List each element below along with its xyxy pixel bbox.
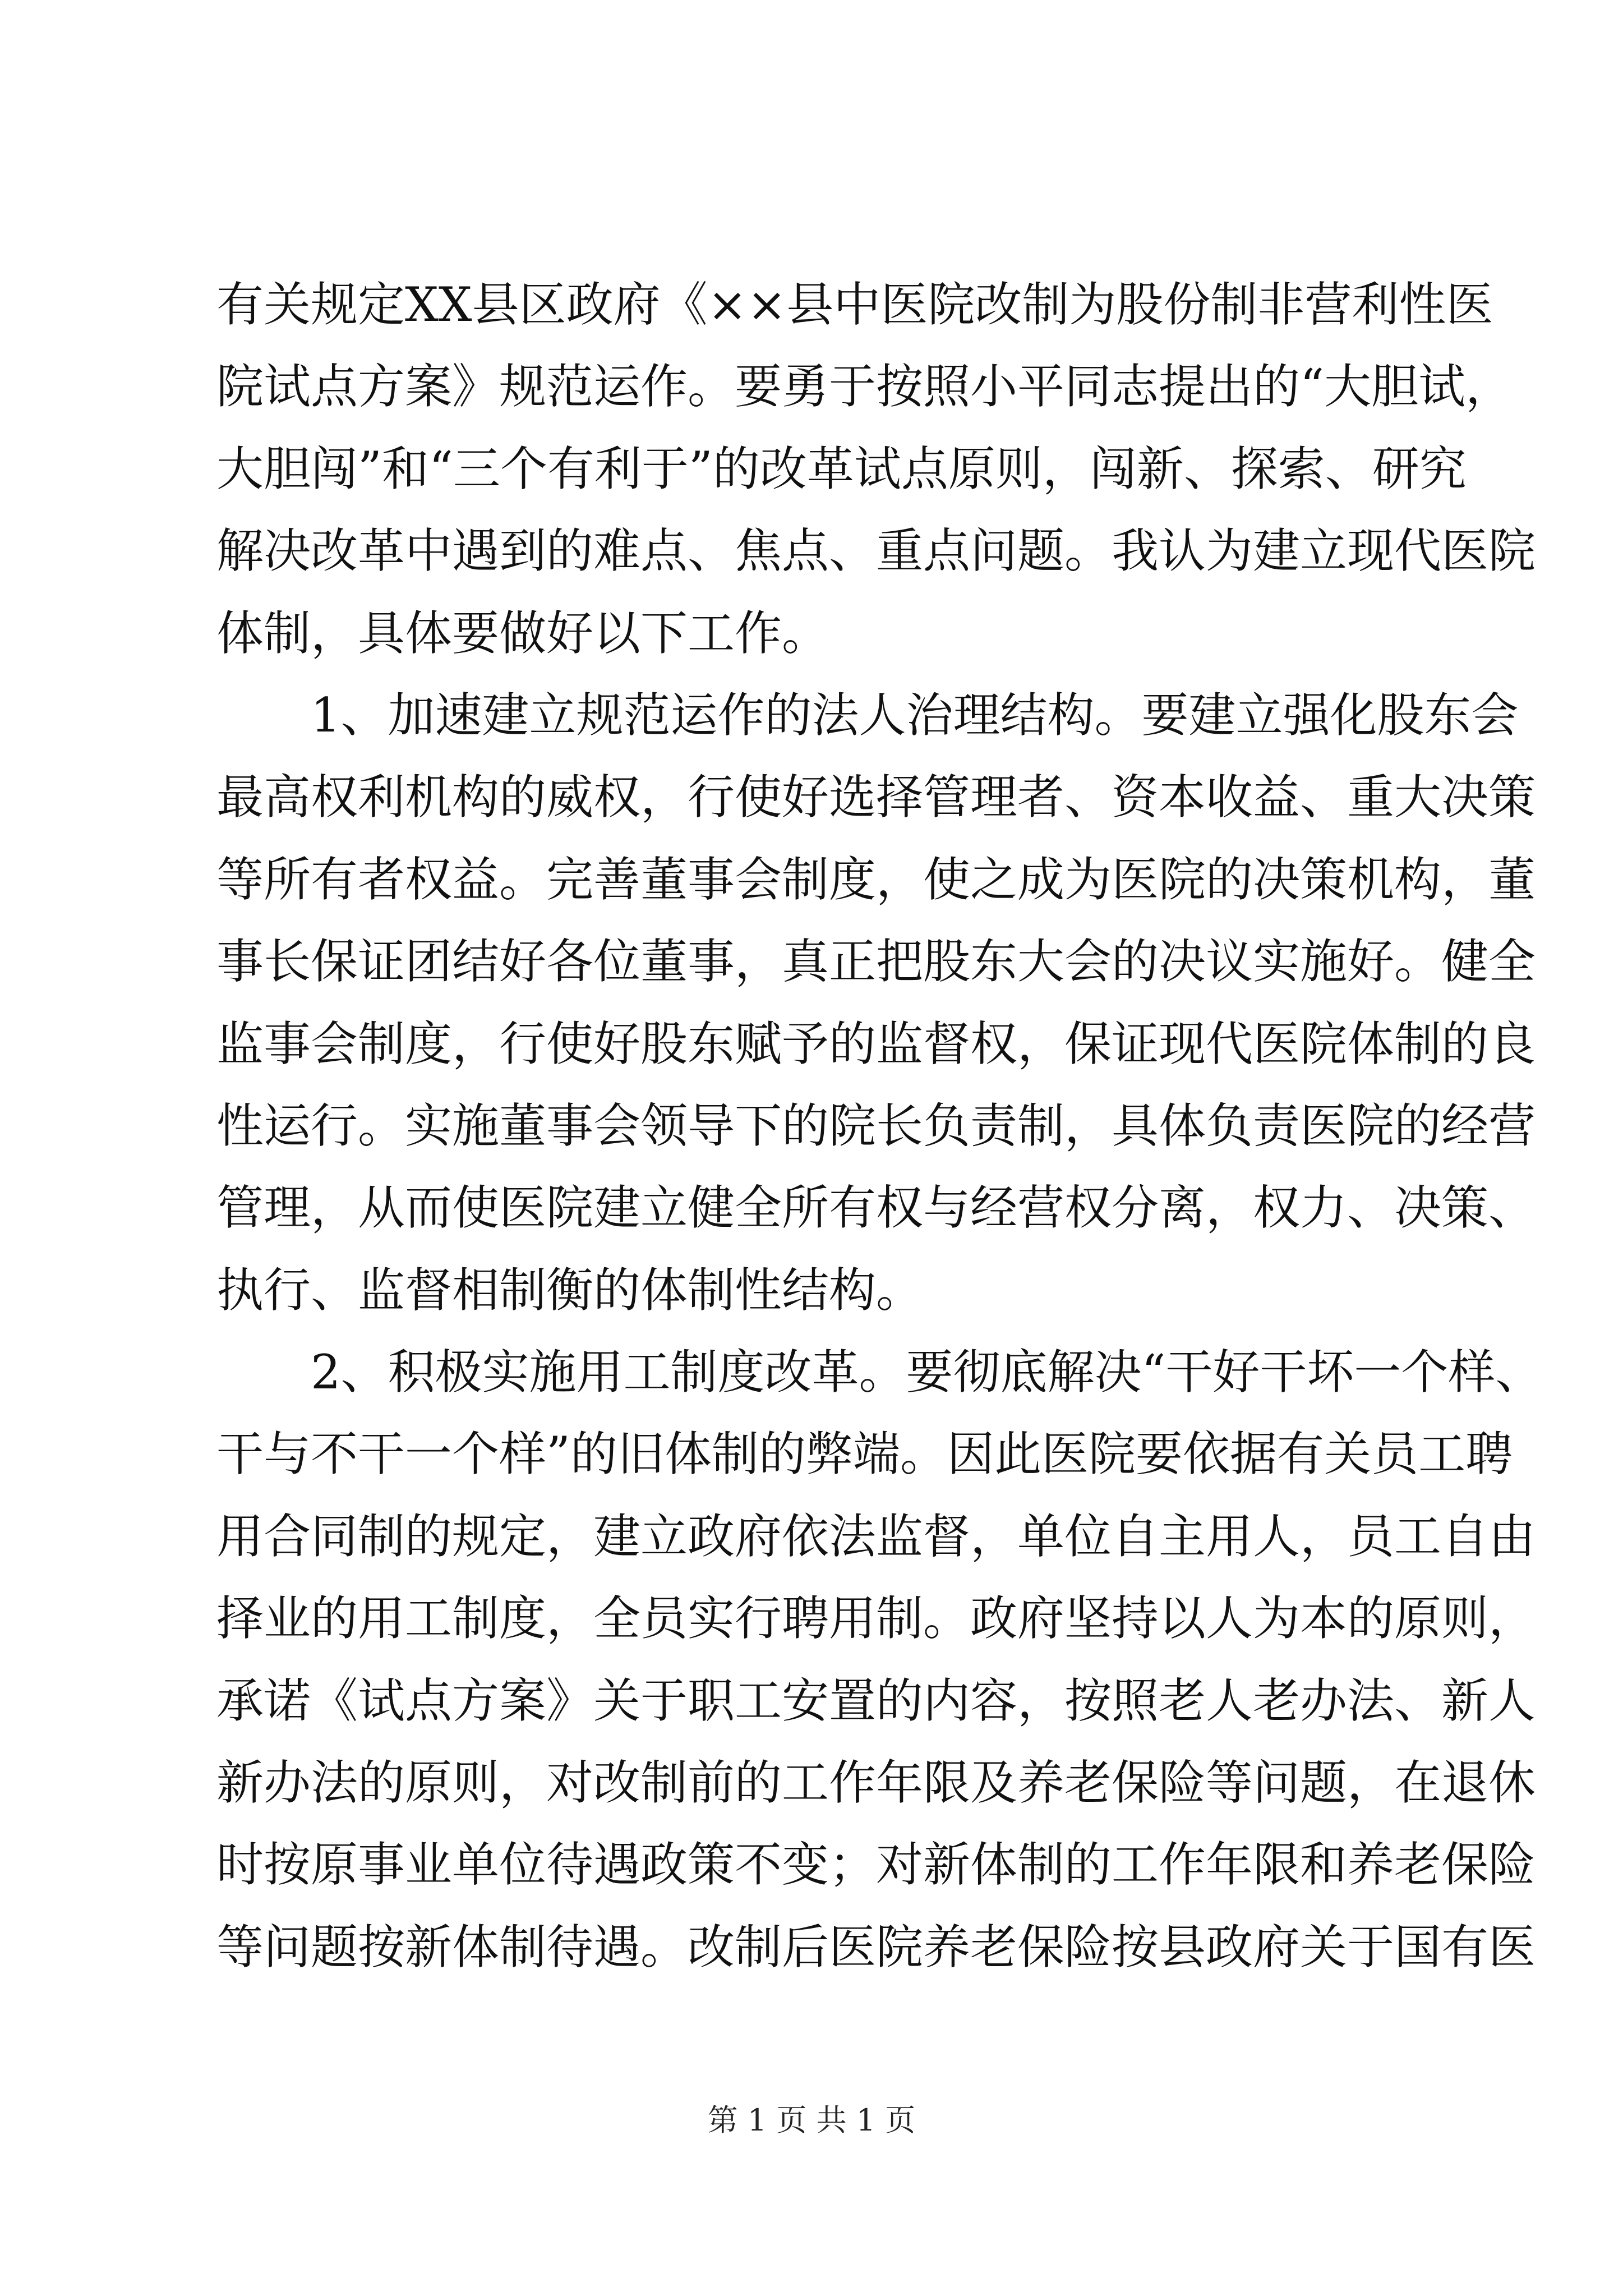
text-line: 用合同制的规定，建立政府依法监督，单位自主用人，员工自由: [216, 1508, 1536, 1564]
text-line: 院试点方案》规范运作。要勇于按照小平同志提出的“大胆试，: [216, 359, 1513, 415]
text-line: 监事会制度，行使好股东赋予的监督权，保证现代医院体制的良: [216, 1016, 1536, 1071]
text-line: 管理，从而使医院建立健全所有权与经营权分离，权力、决策、: [216, 1180, 1536, 1236]
text-line: 择业的用工制度，全员实行聘用制。政府坚持以人为本的原则，: [216, 1591, 1536, 1646]
text-line: 执行、监督相制衡的体制性结构。: [216, 1262, 924, 1318]
text-line: 体制，具体要做好以下工作。: [216, 605, 829, 661]
text-line: 性运行。实施董事会领导下的院长负责制，具体负责医院的经营: [216, 1098, 1536, 1153]
text-line: 时按原事业单位待遇政策不变；对新体制的工作年限和养老保险: [216, 1837, 1536, 1893]
text-line: 有关规定XX县区政府《××县中医院改制为股份制非营利性医: [216, 277, 1493, 332]
text-line: 等问题按新体制待遇。改制后医院养老保险按县政府关于国有医: [216, 1919, 1536, 1975]
body-text: [216, 264, 1543, 1988]
text-line: 大胆闯”和“三个有利于”的改革试点原则，闯新、探索、研究: [216, 441, 1467, 496]
paragraph-2-first-line: 2、积极实施用工制度改革。要彻底解决“干好干坏一个样、: [311, 1345, 1543, 1400]
text-line: 承诺《试点方案》关于职工安置的内容，按照老人老办法、新人: [216, 1673, 1536, 1728]
text-line: 新办法的原则，对改制前的工作年限及养老保险等问题，在退休: [216, 1755, 1536, 1811]
page-number-footer: 第 1 页 共 1 页: [707, 2102, 916, 2138]
text-line: 等所有者权益。完善董事会制度，使之成为医院的决策机构，董: [216, 852, 1536, 907]
paragraph-1-first-line: 1、加速建立规范运作的法人治理结构。要建立强化股东会: [311, 687, 1519, 743]
text-line: 干与不干一个样”的旧体制的弊端。因此医院要依据有关员工聘: [216, 1427, 1513, 1482]
text-line: 最高权利机构的威权，行使好选择管理者、资本收益、重大决策: [216, 770, 1536, 825]
text-line: 解决改革中遇到的难点、焦点、重点问题。我认为建立现代医院: [216, 523, 1536, 579]
text-line: 事长保证团结好各位董事，真正把股东大会的决议实施好。健全: [216, 934, 1536, 990]
